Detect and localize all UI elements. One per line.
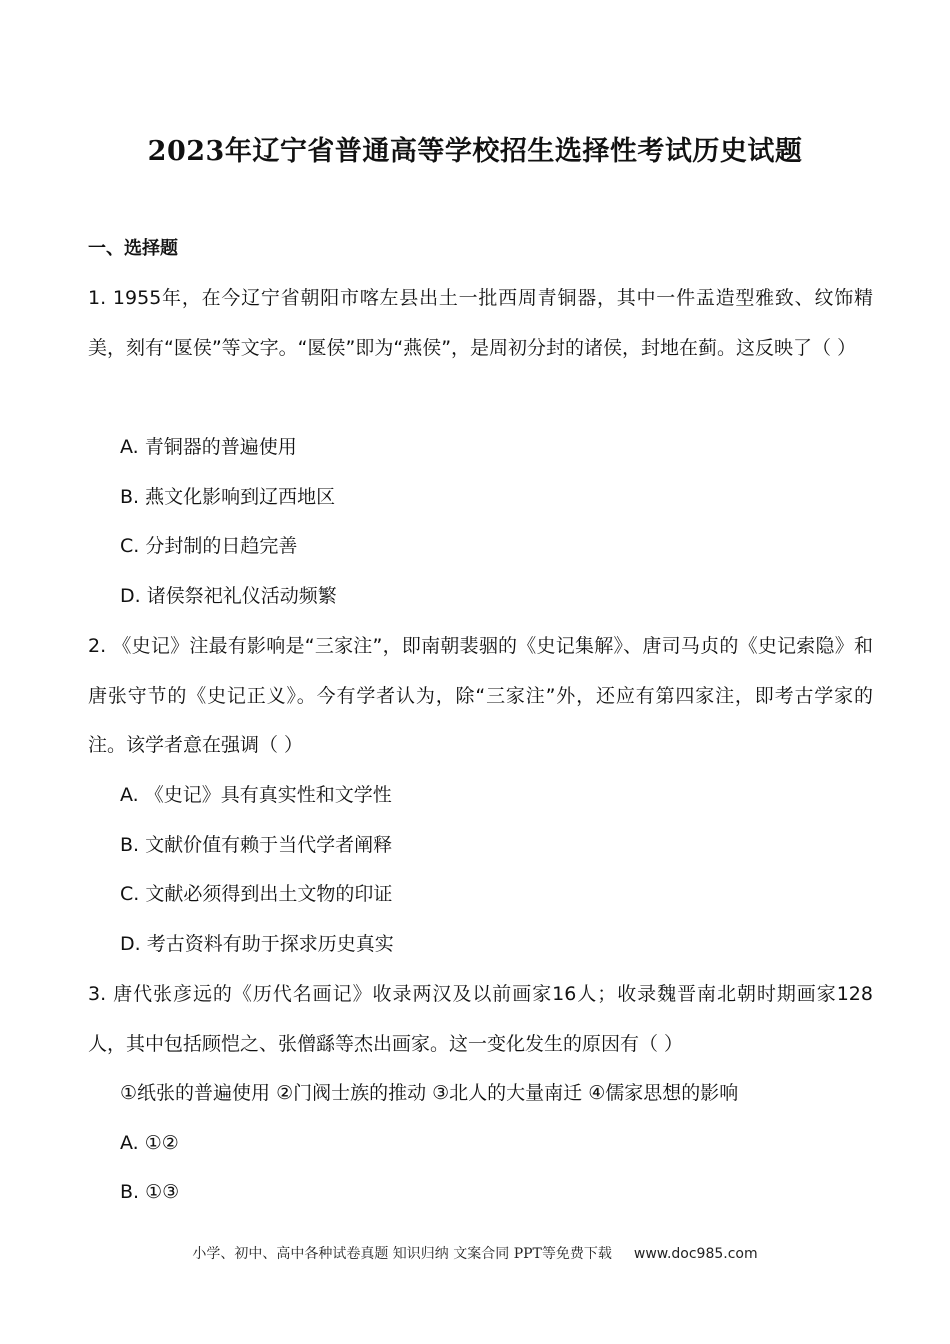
page-title: 2023年辽宁省普通高等学校招生选择性考试历史试题	[147, 136, 803, 167]
section-heading: 一、选择题	[88, 238, 178, 259]
page-footer	[0, 1242, 950, 1266]
statement-list: ①纸张的普遍使用 ②门阀士族的推动 ③北人的大量南迁 ④儒家思想的影响	[120, 1082, 739, 1104]
option-a: A. 《史记》具有真实性和文学性	[120, 784, 392, 806]
option-b: B. 燕文化影响到辽西地区	[120, 485, 336, 508]
option-b: B. 文献价值有赖于当代学者阐释	[120, 833, 393, 856]
option-b: B. ①③	[120, 1181, 180, 1204]
option-d: D. 诸侯祭祀礼仪活动频繁	[120, 584, 337, 607]
question-2-options	[120, 771, 394, 969]
option-a: A. 青铜器的普遍使用	[120, 436, 297, 458]
option-a: A. ①②	[120, 1131, 179, 1154]
option-c: C. 分封制的日趋完善	[120, 535, 298, 558]
option-d: D. 考古资料有助于探求历史真实	[120, 932, 394, 955]
footer-url[interactable]: www.doc985.com	[633, 1246, 758, 1262]
question-2-stem: 2. 《史记》注最有影响是“三家注”，即南朝裴骃的《史记集解》、唐司马贞的《史记索隐》和唐张守节的《史记正义》。今有学者认为，除“三家注”外，还应有第四家注，即考古学家的注。该学者意在强调（ ）	[88, 635, 873, 757]
question-3-stem: 3. 唐代张彦远的《历代名画记》收录两汉及以前画家16人；收录魏晋南北朝时期画家128人，其中包括顾恺之、张僧繇等杰出画家。这一变化发生的原因有（ ）	[88, 983, 873, 1055]
footer-text: 小学、初中、高中各种试卷真题 知识归纳 文案合同 PPT等免费下载	[192, 1246, 612, 1262]
question-1-options	[120, 423, 337, 621]
question-3-options	[120, 1069, 738, 1218]
question-1-stem: 1. 1955年，在今辽宁省朝阳市喀左县出土一批西周青铜器，其中一件盂造型雅致、纹饰精美，刻有“匽侯”等文字。“匽侯”即为“燕侯”，是周初分封的诸侯，封地在蓟。这反映了（ ）	[88, 287, 873, 359]
option-c: C. 文献必须得到出土文物的印证	[120, 883, 393, 906]
